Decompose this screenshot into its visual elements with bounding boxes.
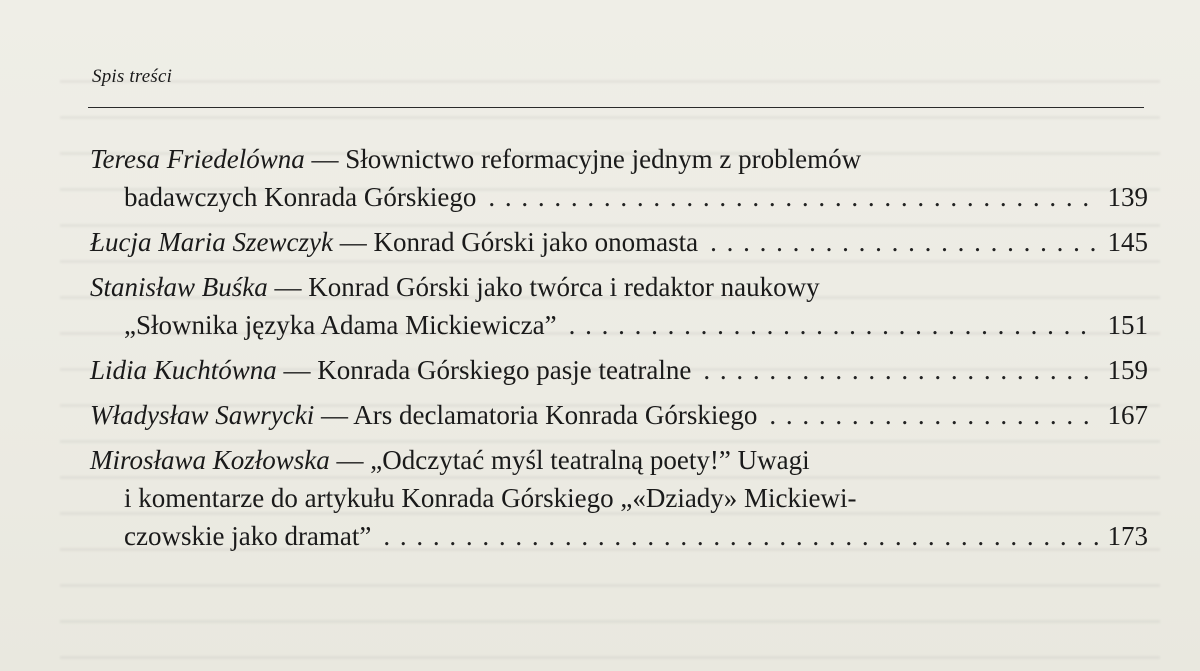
toc-title: — Słownictwo reformacyjne jednym z problemów: [311, 144, 862, 174]
toc-page-number: 173: [1107, 521, 1148, 551]
toc-leader-dots: [769, 396, 1097, 434]
toc-leader-dots: [383, 517, 1097, 555]
toc-entry-line: [90, 396, 1148, 434]
toc-leader-dots: [703, 351, 1097, 389]
toc-entry-line: [90, 441, 1148, 479]
toc-entry: [90, 268, 1148, 344]
toc-entry: [90, 441, 1148, 555]
toc-page-number: 167: [1107, 400, 1148, 430]
toc-page-number: 159: [1107, 355, 1148, 385]
toc-page-number: 151: [1107, 310, 1148, 340]
toc-entry-line: [90, 140, 1148, 178]
toc-entry-line: [90, 223, 1148, 261]
header-rule: [88, 107, 1144, 108]
toc-leader-dots: [569, 306, 1098, 344]
toc-entry: [90, 223, 1148, 261]
toc-leader-dots: [710, 223, 1097, 261]
toc-title: „Słownika języka Adama Mickiewicza”: [124, 310, 557, 340]
toc-entry-line: [90, 178, 1148, 216]
toc-title: i komentarze do artykułu Konrada Górskiego „«Dziady» Mickiewi-: [124, 483, 857, 513]
toc-page-number: 145: [1107, 227, 1148, 257]
toc-entry: [90, 140, 1148, 216]
toc-author: Władysław Sawrycki: [90, 400, 315, 430]
table-of-contents: [90, 140, 1148, 562]
toc-title: — Konrad Górski jako twórca i redaktor naukowy: [274, 272, 820, 302]
toc-leader-dots: [488, 178, 1097, 216]
toc-title: — Ars declamatoria Konrada Górskiego: [320, 400, 758, 430]
toc-title: czowskie jako dramat”: [124, 521, 372, 551]
toc-author: Łucja Maria Szewczyk: [90, 227, 333, 257]
toc-entry-line: [90, 479, 1148, 517]
toc-title: — Konrada Górskiego pasje teatralne: [283, 355, 692, 385]
running-head: Spis treści: [92, 66, 173, 87]
toc-entry-line: [90, 268, 1148, 306]
toc-entry-line: [90, 306, 1148, 344]
toc-entry: [90, 396, 1148, 434]
toc-entry-line: [90, 351, 1148, 389]
toc-title: badawczych Konrada Górskiego: [124, 182, 477, 212]
toc-entry: [90, 351, 1148, 389]
toc-page-number: 139: [1107, 182, 1148, 212]
toc-title: — Konrad Górski jako onomasta: [339, 227, 699, 257]
toc-author: Stanisław Buśka: [90, 272, 268, 302]
toc-entry-line: [90, 517, 1148, 555]
toc-author: Lidia Kuchtówna: [90, 355, 277, 385]
toc-author: Mirosława Kozłowska: [90, 445, 330, 475]
toc-author: Teresa Friedelówna: [90, 144, 305, 174]
toc-title: — „Odczytać myśl teatralną poety!” Uwagi: [336, 445, 810, 475]
